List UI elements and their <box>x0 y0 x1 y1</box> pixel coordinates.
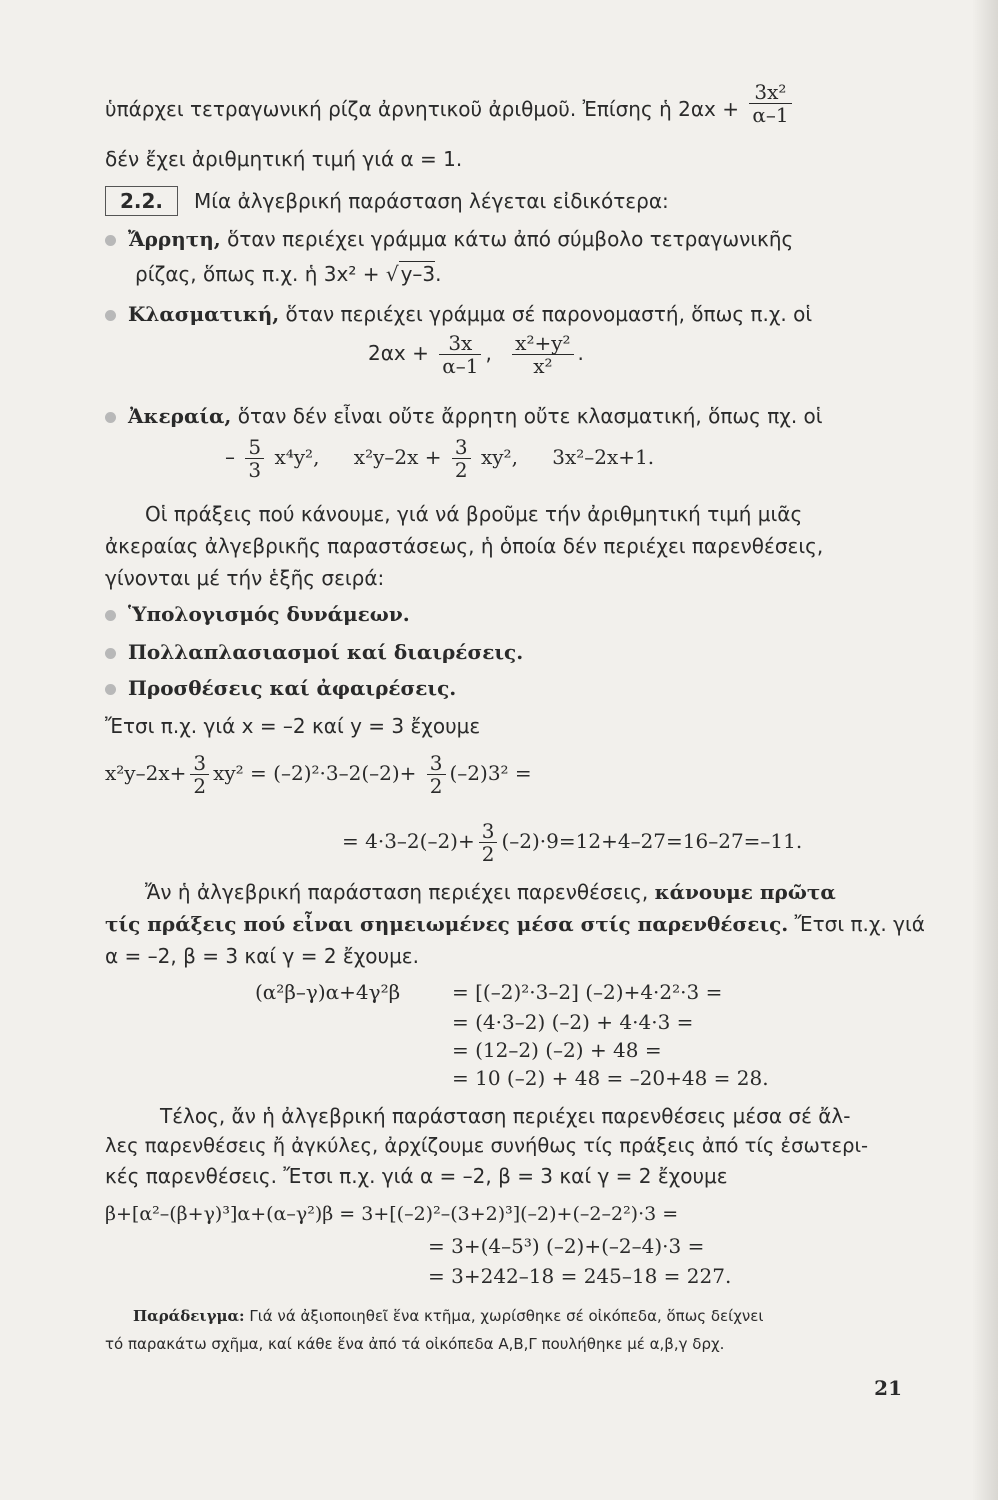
fraction-3x-over-a-1 <box>439 332 481 377</box>
example3-row3: = 3+242–18 = 245–18 = 227. <box>428 1264 732 1288</box>
fraction-3-over-2 <box>452 436 471 481</box>
para3-line1: Τέλος, ἄν ἡ ἀλγεβρική παράσταση περιέχει παρενθέσεις μέσα σέ ἄλ- <box>160 1104 851 1128</box>
para2-line2-bold: τίς πράξεις πού εἶναι σημειωμένες μέσα στίς παρενθέσεις. <box>105 912 789 936</box>
fraction-x2y2-over-x2 <box>512 332 573 377</box>
section-heading-text: Μία ἀλγεβρική παράσταση λέγεται εἰδικότερα: <box>194 189 669 213</box>
order-item-multiplication <box>105 638 905 666</box>
comma: , <box>485 341 492 365</box>
example1-line2 <box>342 820 802 865</box>
expr-x2y-2x: x²y–2x + <box>353 445 442 469</box>
fraction-numerator: x²+y² <box>512 332 573 355</box>
intro-line-2: δέν ἔχει ἀριθμητική τιμή γιά α = 1. <box>105 147 463 171</box>
bullet-dot-icon <box>105 235 116 246</box>
bullet-fractional-text: ὅταν περιέχει γράμμα σέ παρονομαστή, ὅπως π.χ. οἱ <box>279 302 813 326</box>
fraction-denominator: 2 <box>429 774 443 798</box>
period: . <box>577 341 584 365</box>
fraction-3x2-over-a-1 <box>749 81 791 126</box>
fraction-3-over-2 <box>427 752 446 797</box>
bullet-irrational-cont-text: ρίζας, ὅπως π.χ. ἡ 3x² + √ <box>135 262 399 286</box>
intro-line-1 <box>105 80 905 127</box>
fraction-numerator: 3 <box>479 820 498 843</box>
expr-xy2: xy², <box>480 445 518 469</box>
example3-row2: = 3+(4–5³) (–2)+(–2–4)·3 = <box>428 1234 705 1258</box>
para2-line1 <box>145 878 905 906</box>
bullet-fractional-head: Κλασματική, <box>128 302 280 326</box>
fraction-denominator: α–1 <box>752 103 789 127</box>
page-number: 21 <box>874 1376 902 1400</box>
radicand: y–3 <box>400 262 436 286</box>
fraction-numerator: 3x <box>439 332 481 355</box>
order-item-powers <box>105 600 905 628</box>
expr-part: x²y–2x+ <box>105 761 187 785</box>
bullet-fractional <box>105 300 905 328</box>
fraction-numerator: 3 <box>427 752 446 775</box>
fraction-denominator: α–1 <box>442 354 479 378</box>
expr-part: (–2)·9=12+4–27=16–27=–11. <box>501 829 803 853</box>
para3-line2: λες παρενθέσεις ἤ ἀγκύλες, ἀρχίζουμε συνήθως τίς πράξεις ἀπό τίς ἐσωτερι- <box>105 1134 869 1157</box>
example2-row4: = 10 (–2) + 48 = –20+48 = 28. <box>452 1066 769 1090</box>
expr-part: xy² = (–2)²·3–2(–2)+ <box>213 761 417 785</box>
fraction-denominator: 2 <box>193 774 207 798</box>
para1-line3: γίνονται μέ τήν ἑξῆς σειρά: <box>105 566 385 590</box>
period: . <box>435 262 442 286</box>
bullet-dot-icon <box>105 610 116 621</box>
bullet-integer-head: Ἀκεραία, <box>128 404 232 428</box>
fraction-denominator: x² <box>533 354 553 378</box>
para3-line3: κές παρενθέσεις. Ἔτσι π.χ. γιά α = –2, β = 3 καί γ = 2 ἔχουμε <box>105 1164 728 1188</box>
para2-line2-b: Ἔτσι π.χ. γιά <box>788 912 925 936</box>
bullet-irrational-text: ὅταν περιέχει γράμμα κάτω ἀπό σύμβολο τετραγωνικῆς <box>220 227 794 251</box>
example-paragraph-line2: τό παρακάτω σχῆμα, καί κάθε ἕνα ἀπό τά οἰκόπεδα Α,Β,Γ πουλήθηκε μέ α,β,γ δρχ. <box>105 1335 725 1353</box>
bullet-dot-icon <box>105 648 116 659</box>
bullet-dot-icon <box>105 684 116 695</box>
para1-line1: Οἱ πράξεις πού κάνουμε, γιά νά βροῦμε τήν ἀριθμητική τιμή μιᾶς <box>145 502 803 526</box>
section-heading <box>105 186 905 216</box>
example2-lhs: (α²β–γ)α+4γ²β <box>255 980 401 1004</box>
example1-line1 <box>105 752 532 797</box>
fraction-3-over-2 <box>479 820 498 865</box>
order-item-addition-text: Προσθέσεις καί ἀφαιρέσεις. <box>128 676 457 700</box>
fraction-numerator: 3 <box>452 436 471 459</box>
bullet-dot-icon <box>105 310 116 321</box>
bullet-integer-text: ὅταν δέν εἶναι οὔτε ἄρρητη οὔτε κλασματική, ὅπως πχ. οἱ <box>231 404 823 428</box>
expr-2ax: 2αx + <box>368 341 429 365</box>
example2-row2: = (4·3–2) (–2) + 4·4·3 = <box>452 1010 694 1034</box>
intro-line-1-text: ὑπάρχει τετραγωνική ρίζα ἀρνητικοῦ ἀριθμοῦ. Ἐπίσης ἡ 2αx + <box>105 97 739 121</box>
fraction-numerator: 5 <box>245 436 264 459</box>
order-item-powers-text: Ὑπολογισμός δυνάμεων. <box>128 602 410 626</box>
example3-row1: β+[α²–(β+γ)³]α+(α–γ²)β = 3+[(–2)²–(3+2)³](–2)+(–2–2²)·3 = <box>105 1203 679 1225</box>
page-edge-shadow <box>972 0 998 1500</box>
bullet-irrational-cont <box>135 260 935 288</box>
integer-examples <box>225 436 654 481</box>
bullet-irrational-head: Ἄρρητη, <box>128 227 221 251</box>
para2-line3: α = –2, β = 3 καί γ = 2 ἔχουμε. <box>105 944 419 968</box>
order-item-addition <box>105 674 905 702</box>
example2-row3: = (12–2) (–2) + 48 = <box>452 1038 662 1062</box>
expr-part: (–2)3² = <box>449 761 532 785</box>
fraction-5-over-3 <box>245 436 264 481</box>
bullet-integer <box>105 402 905 430</box>
example2-row1: = [(–2)²·3–2] (–2)+4·2²·3 = <box>452 980 723 1004</box>
expr-3x2-2x-1: 3x²–2x+1. <box>552 445 655 469</box>
example-paragraph-head: Παράδειγμα: <box>133 1307 245 1325</box>
fraction-3-over-2 <box>190 752 209 797</box>
para2-line2 <box>105 910 925 938</box>
fraction-denominator: 3 <box>248 458 262 482</box>
fraction-denominator: 2 <box>454 458 468 482</box>
para1-line2: ἀκεραίας ἀλγεβρικῆς παραστάσεως, ἡ ὁποία δέν περιέχει παρενθέσεις, <box>105 534 824 558</box>
expr-x4y2: x⁴y², <box>274 445 320 469</box>
para2-line1-bold: κάνουμε πρῶτα <box>654 880 836 904</box>
example-paragraph-line1 <box>133 1302 933 1330</box>
fraction-numerator: 3x² <box>749 81 791 104</box>
para2-line1-a: Ἄν ἡ ἀλγεβρική παράσταση περιέχει παρενθέσεις, <box>145 880 649 904</box>
bullet-dot-icon <box>105 412 116 423</box>
expr-part: = 4·3–2(–2)+ <box>342 829 475 853</box>
example-paragraph-text: Γιά νά ἀξιοποιηθεῖ ἕνα κτῆμα, χωρίσθηκε σέ οἰκόπεδα, ὅπως δείχνει <box>244 1307 764 1325</box>
fraction-numerator: 3 <box>190 752 209 775</box>
fractional-examples <box>368 332 584 377</box>
section-number-box: 2.2. <box>105 186 178 216</box>
minus-sign: – <box>225 445 235 469</box>
order-item-multiplication-text: Πολλαπλασιασμοί καί διαιρέσεις. <box>128 640 524 664</box>
fraction-denominator: 2 <box>481 842 495 866</box>
example1-intro: Ἔτσι π.χ. γιά x = –2 καί y = 3 ἔχουμε <box>105 714 481 738</box>
bullet-irrational <box>105 225 905 253</box>
